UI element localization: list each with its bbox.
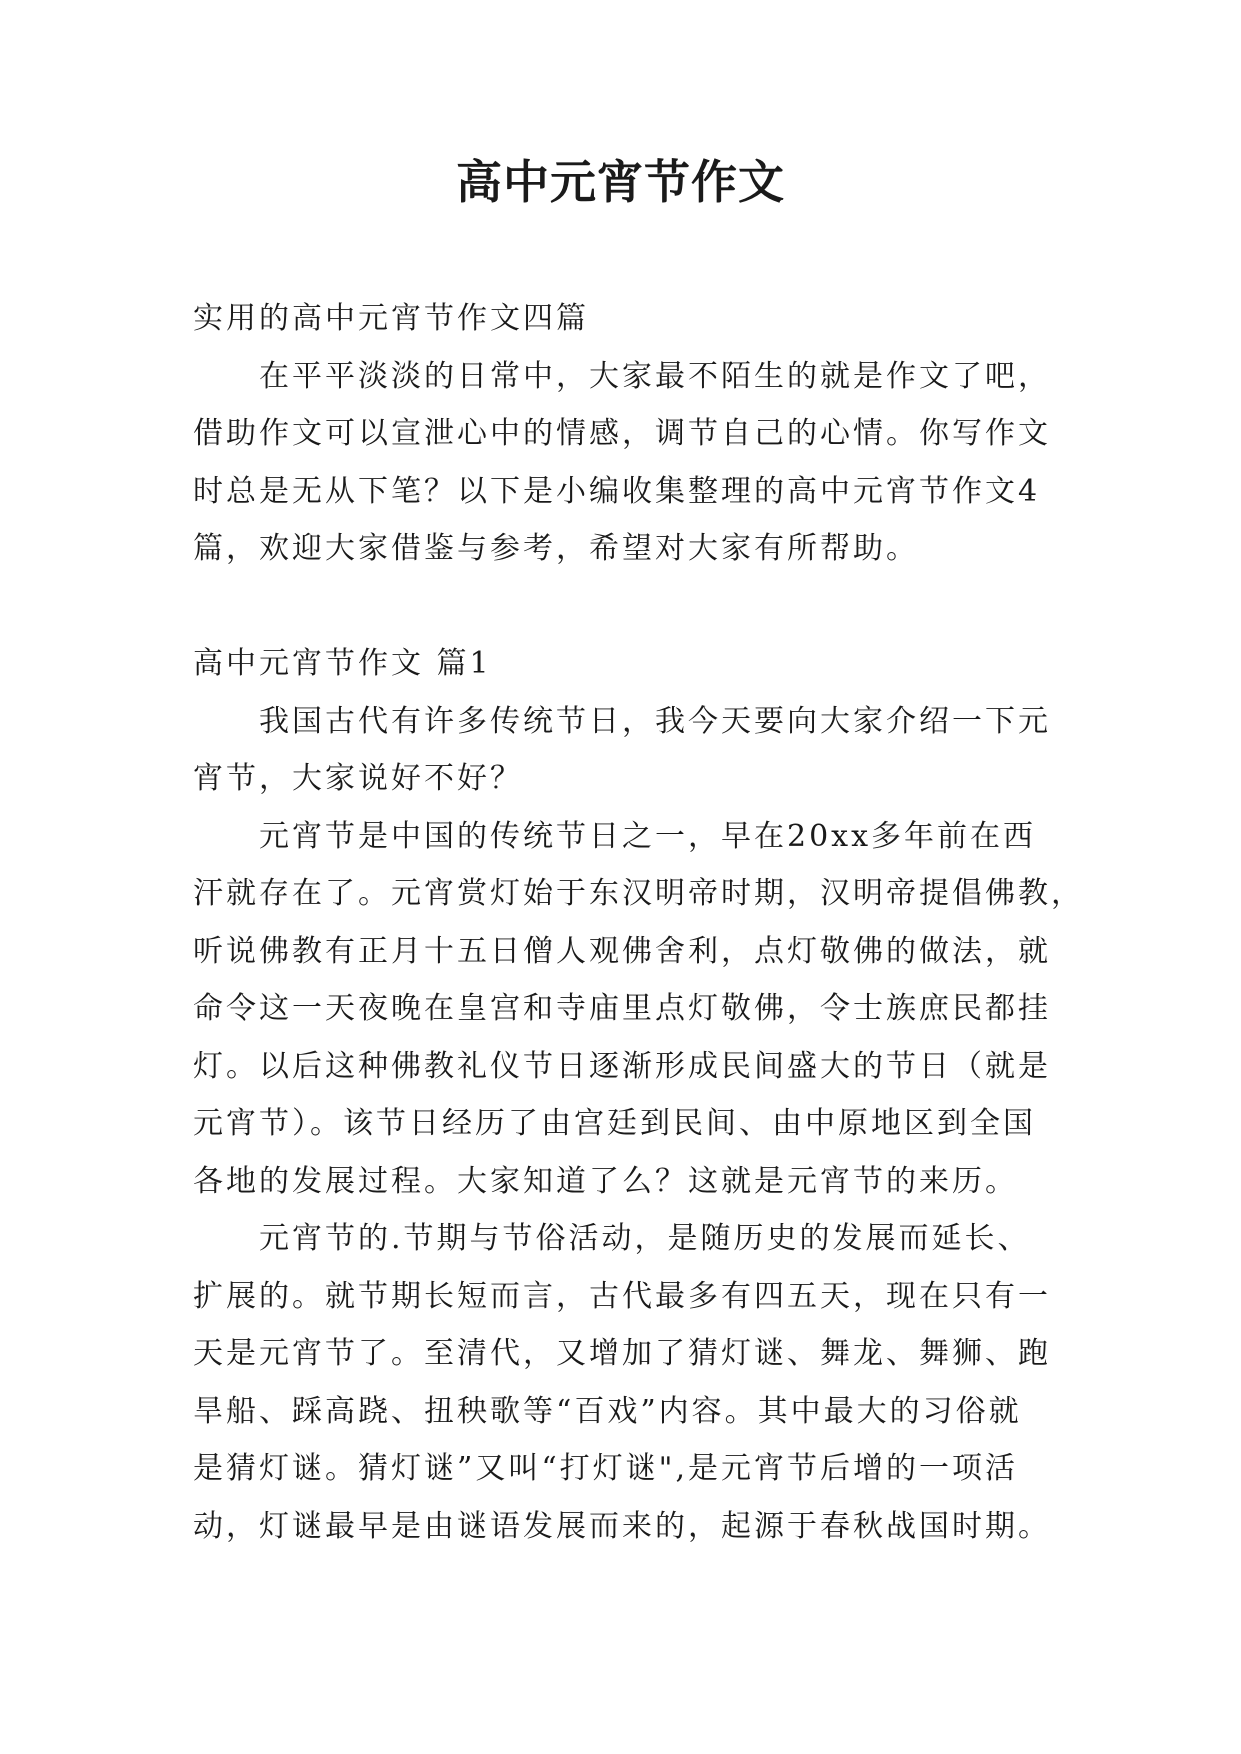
- section-heading-line: 高中元宵节作文 篇1: [193, 646, 492, 681]
- paragraph-line: 旱船、踩高跷、扭秧歌等“百戏”内容。其中最大的习俗就: [193, 1393, 1022, 1429]
- paragraph-1: [193, 693, 1073, 808]
- subtitle: [193, 290, 1073, 348]
- document-body: [193, 290, 1084, 1555]
- intro-line: 篇，欢迎大家借鉴与参考，希望对大家有所帮助。: [193, 531, 919, 566]
- paragraph-spacer: [193, 578, 1073, 636]
- paragraph-line: 汗就存在了。元宵赏灯始于东汉明帝时期，汉明帝提倡佛教，: [193, 876, 1084, 911]
- paragraph-line: 宵节，大家说好不好？: [193, 761, 523, 796]
- paragraph-line: 元宵节是中国的传统节日之一，早在20xx多年前在西: [259, 818, 1037, 854]
- paragraph-line: 是猜灯谜。猜灯谜”又叫“打灯谜",是元宵节后增的一项活: [193, 1451, 1019, 1486]
- paragraph-2: [193, 808, 1084, 1211]
- intro-line: 借助作文可以宣泄心中的情感，调节自己的心情。你写作文: [193, 416, 1051, 451]
- paragraph-line: 天是元宵节了。至清代，又增加了猜灯谜、舞龙、舞狮、跑: [193, 1336, 1051, 1371]
- section-heading: [193, 635, 1073, 693]
- intro-paragraph: [193, 348, 1073, 578]
- paragraph-line: 各地的发展过程。大家知道了么？这就是元宵节的来历。: [193, 1163, 1018, 1199]
- paragraph-line: 灯。以后这种佛教礼仪节日逐渐形成民间盛大的节日（就是: [193, 1048, 1051, 1084]
- paragraph-line: 元宵节的.节期与节俗活动，是随历史的发展而延长、: [259, 1221, 1031, 1256]
- intro-line: 在平平淡淡的日常中，大家最不陌生的就是作文了吧，: [259, 358, 1051, 394]
- paragraph-line: 扩展的。就节期长短而言，古代最多有四五天，现在只有一: [193, 1278, 1051, 1314]
- document-title: 高中元宵节作文: [456, 155, 785, 209]
- paragraph-line: 我国古代有许多传统节日，我今天要向大家介绍一下元: [259, 703, 1051, 739]
- paragraph-line: 命令这一天夜晚在皇宫和寺庙里点灯敬佛，令士族庶民都挂: [193, 991, 1051, 1026]
- paragraph-line: 听说佛教有正月十五日僧人观佛舍利，点灯敬佛的做法，就: [193, 933, 1051, 969]
- paragraph-line: 元宵节）。该节日经历了由宫廷到民间、由中原地区到全国: [193, 1106, 1036, 1141]
- paragraph-line: 动，灯谜最早是由谜语发展而来的，起源于春秋战国时期。: [193, 1508, 1051, 1544]
- intro-line: 时总是无从下笔？以下是小编收集整理的高中元宵节作文4: [193, 473, 1041, 509]
- subtitle-line: 实用的高中元宵节作文四篇: [193, 301, 589, 336]
- paragraph-3: [193, 1210, 1073, 1555]
